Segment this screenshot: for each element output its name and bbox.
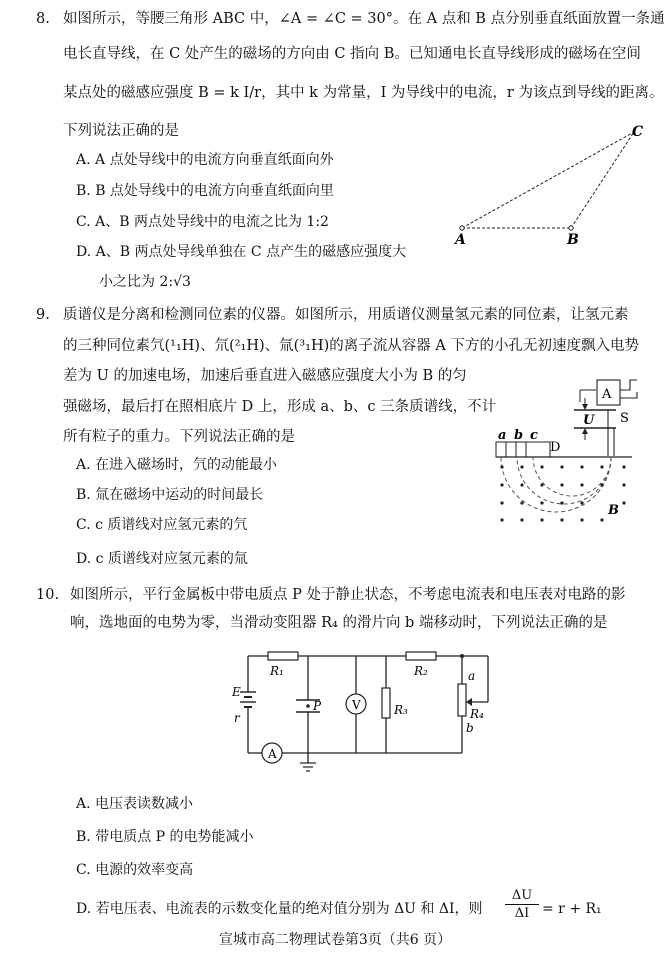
q8-stem-line-1: 如图所示，等腰三角形 ABC 中，∠A = ∠C = 30°。在 A 点和 B 点分别垂直纸面放置一条通 xyxy=(63,11,665,27)
q8-stem-line-2: 电长直导线，在 C 处产生的磁场的方向由 C 指向 B。已知通电长直导线形成的磁场在空间 xyxy=(63,46,641,62)
q8-option-b: B. B 点处导线中的电流方向垂直纸面向里 xyxy=(76,183,334,199)
page-footer: 宣城市高二物理试卷第3页（共6 页） xyxy=(218,932,452,948)
resistor-r3 xyxy=(382,688,390,718)
label-voltmeter: V xyxy=(352,698,361,712)
q10-option-d: D. 若电压表、电流表的示数变化量的绝对值分别为 ΔU 和 ΔI，则 xyxy=(76,901,483,917)
q10-option-b: B. 带电质点 P 的电势能减小 xyxy=(76,829,254,845)
resistor-r2 xyxy=(406,652,436,660)
voltage-u-label: U xyxy=(583,413,595,428)
line-b-label: b xyxy=(514,428,524,443)
q8-triangle-figure xyxy=(450,118,655,248)
field-b-label: B xyxy=(608,503,619,518)
label-r4: R₄ xyxy=(470,707,484,721)
q9-stem-line-5: 所有粒子的重力。下列说法正确的是 xyxy=(63,429,295,445)
q9-mass-spectrometer-figure xyxy=(492,372,642,527)
label-e: E xyxy=(232,685,241,699)
q9-stem-line-4: 强磁场，最后打在照相底片 D 上，形成 a、b、c 三条质谱线，不计 xyxy=(63,399,497,415)
q10-option-a: A. 电压表读数减小 xyxy=(76,796,194,812)
line-c-label: c xyxy=(530,428,538,443)
q8-option-d-continued: 小之比为 2:√3 xyxy=(99,274,191,290)
q9-stem-line-1: 质谱仪是分离和检测同位素的仪器。如图所示，用质谱仪测量氢元素的同位素，让氢元素 xyxy=(63,307,629,323)
label-r1: R₁ xyxy=(270,664,284,678)
q10-circuit-figure xyxy=(226,646,496,778)
q8-option-d: D. A、B 两点处导线单独在 C 点产生的磁感应强度大 xyxy=(76,244,407,260)
q10-stem-line-2: 响，选地面的电势为零，当滑动变阻器 R₄ 的滑片向 b 端移动时，下列说法正确的是 xyxy=(70,615,608,631)
q8-option-c: C. A、B 两点处导线中的电流之比为 1:2 xyxy=(76,214,329,230)
q8-option-a: A. A 点处导线中的电流方向垂直纸面向外 xyxy=(76,152,334,168)
label-point-a: A xyxy=(455,232,466,248)
slider-arrow xyxy=(466,698,472,706)
q8-number: 8. xyxy=(36,11,50,27)
q10-fraction xyxy=(505,888,539,921)
film-d-label: D xyxy=(550,440,561,455)
label-point-c: C xyxy=(632,124,644,140)
resistor-r1 xyxy=(268,652,298,660)
line-a-label: a xyxy=(498,428,507,443)
q9-option-a: A. 在进入磁场时，氕的动能最小 xyxy=(76,457,278,473)
container-a-label: A xyxy=(602,387,612,402)
label-r3: R₃ xyxy=(394,703,408,717)
q9-option-c: C. c 质谱线对应氢元素的氕 xyxy=(76,517,248,533)
label-ammeter: A xyxy=(268,747,277,761)
q9-number: 9. xyxy=(36,307,50,323)
label-r-internal: r xyxy=(234,711,240,725)
q9-option-d: D. c 质谱线对应氢元素的氚 xyxy=(76,551,248,567)
q9-stem-line-3: 差为 U 的加速电场，加速后垂直进入磁感应强度大小为 B 的匀 xyxy=(63,368,467,384)
fraction-denominator: ΔI xyxy=(514,906,530,921)
q10-number: 10. xyxy=(36,587,60,603)
label-p: P xyxy=(313,699,322,713)
q8-stem-line-4: 下列说法正确的是 xyxy=(63,123,179,139)
label-b-end: b xyxy=(466,721,474,735)
resistor-r4 xyxy=(458,684,466,716)
q10-option-c: C. 电源的效率变高 xyxy=(76,862,194,878)
q9-stem-line-2: 的三种同位素氕(¹₁H)、氘(²₁H)、氚(³₁H)的离子流从容器 A 下方的小孔无初速度飘入电势 xyxy=(63,338,639,354)
fraction-numerator: ΔU xyxy=(511,888,533,903)
slit-s-label: S xyxy=(620,411,629,426)
q8-stem-line-3: 某点处的磁感应强度 B = k I/r，其中 k 为常量，I 为导线中的电流，r 为该点到导线的距离。 xyxy=(63,85,664,101)
q10-option-d-formula: = r + R₁ xyxy=(542,901,602,917)
q9-option-b: B. 氚在磁场中运动的时间最长 xyxy=(76,487,264,503)
label-a-end: a xyxy=(468,669,476,683)
q10-stem-line-1: 如图所示，平行金属板中带电质点 P 处于静止状态，不考虑电流表和电压表对电路的影 xyxy=(70,587,626,603)
label-r2: R₂ xyxy=(414,664,428,678)
label-point-b: B xyxy=(567,232,579,248)
